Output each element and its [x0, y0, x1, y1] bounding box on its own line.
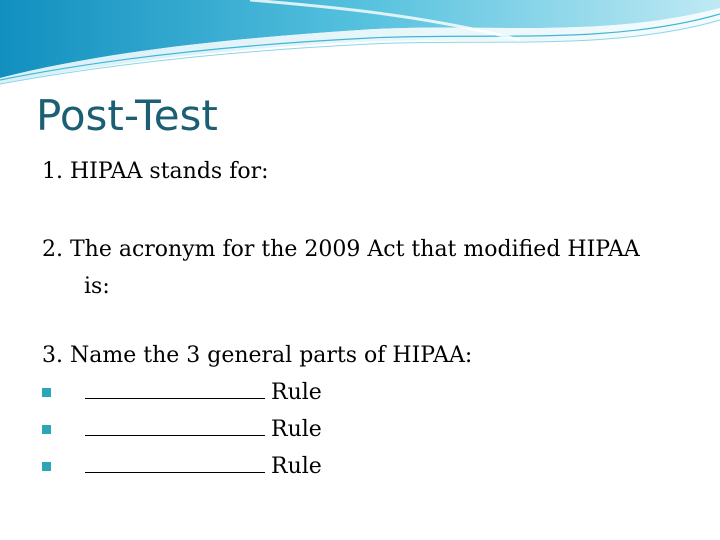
- question-2: [42, 231, 662, 305]
- square-bullet-icon: [42, 462, 51, 471]
- fill-in-blank[interactable]: [85, 448, 265, 473]
- question-1: 1. HIPAA stands for:: [42, 159, 269, 184]
- question-3: 3. Name the 3 general parts of HIPAA:: [42, 343, 473, 368]
- rule-label: Rule: [271, 417, 322, 442]
- header-wave-decoration: [0, 0, 720, 90]
- fill-in-blank[interactable]: [85, 411, 265, 436]
- square-bullet-icon: [42, 425, 51, 434]
- question-2-line-2: is:: [84, 274, 110, 299]
- slide-title: Post-Test: [36, 91, 218, 140]
- fill-in-blank[interactable]: [85, 374, 265, 399]
- rule-text: [85, 411, 322, 448]
- square-bullet-icon: [42, 388, 51, 397]
- rule-label: Rule: [271, 380, 322, 405]
- question-2-line-1: 2. The acronym for the 2009 Act that modified HIPAA: [42, 237, 640, 262]
- rule-text: [85, 374, 322, 411]
- rule-label: Rule: [271, 454, 322, 479]
- rule-text: [85, 448, 322, 485]
